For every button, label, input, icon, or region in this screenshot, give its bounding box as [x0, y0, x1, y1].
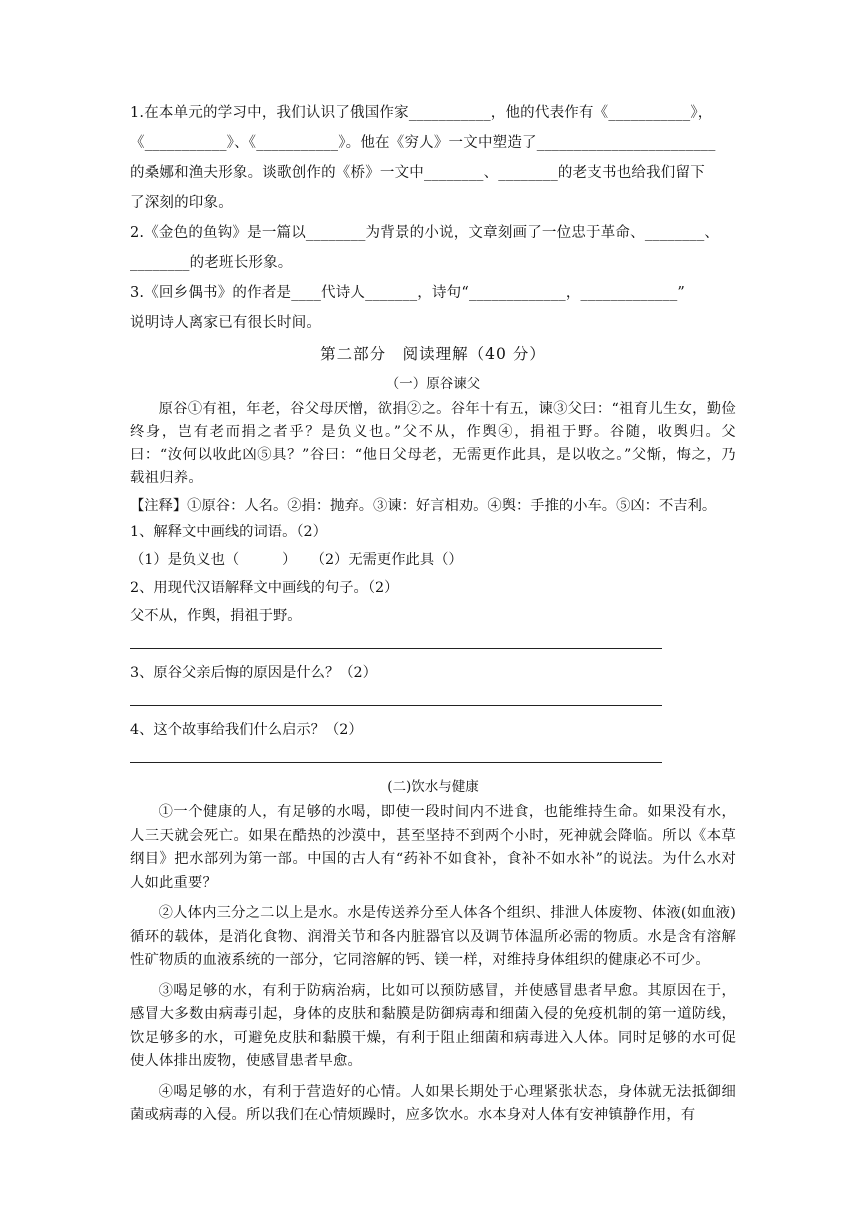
passage-1-text: 原谷①有祖，年老，谷父母厌憎，欲捐②之。谷年十有五，谏③父曰：“祖育儿生女，勤俭终身，岂有老而捐之者乎？是负义也。”父不从，作舆④，捐祖于野。谷随，收舆归。父曰：“汝何以收此凶⑤具？”谷曰：“他日父母老，无需更作此具，是以收之。”父惭，悔之，乃载祖归养。: [130, 401, 736, 486]
passage-1-notes: 【注释】①原谷：人名。②捐：抛弃。③谏：好言相劝。④舆：手推的小车。⑤凶：不吉利。: [130, 498, 717, 514]
passage-2-title: (二)饮水与健康: [387, 779, 479, 795]
passage-1-question-1-items: （1）是负义也（ ） （2）无需更作此具（）: [130, 552, 463, 568]
passage-1-title: （一）原谷谏父: [385, 376, 481, 392]
question-1-line-4: 了深刻的印象。: [130, 195, 233, 211]
passage-1-question-1: 1、解释文中画线的词语。（2）: [130, 524, 327, 540]
answer-line-q4[interactable]: [130, 744, 662, 763]
question-2-line-2: ________的老班长形象。: [130, 255, 293, 271]
part-2-title: 第二部分 阅读理解（40 分）: [320, 345, 546, 363]
passage-1-question-2-sentence: 父不从，作舆，捐祖于野。: [130, 608, 302, 624]
passage-2-paragraph-3: ③喝足够的水，有利于防病治病，比如可以预防感冒，并使感冒患者早愈。其原因在于，感冒大多数由病毒引起，身体的皮肤和黏膜是防御病毒和细菌入侵的免疫机制的第一道防线，饮足够多的水，可避免皮肤和黏膜干燥，有利于阻止细菌和病毒进入人体。同时足够的水可促使人体排出废物，使感冒患者早愈。: [130, 982, 736, 1069]
passage-1-question-3: 3、原谷父亲后悔的原因是什么？（2）: [130, 665, 377, 681]
exam-page: [130, 98, 736, 1135]
passage-2-paragraph-1: ①一个健康的人，有足够的水喝，即使一段时间内不进食，也能维持生命。如果没有水，人三天就会死亡。如果在酷热的沙漠中，甚至坚持不到两个小时，死神就会降临。所以《本草纲目》把水部列为第一部。中国的古人有“药补不如食补，食补不如水补”的说法。为什么水对人如此重要？: [130, 804, 736, 891]
question-3-line-1: 3.《回乡偶书》的作者是____代诗人_______，诗句“_____________，_____________”: [130, 285, 686, 301]
question-1-line-3: 的桑娜和渔夫形象。谈歌创作的《桥》一文中________、________的老支书也给我们留下: [130, 165, 705, 181]
fill-blank-section: [130, 98, 736, 338]
passage-1-question-2: 2、用现代汉语解释文中画线的句子。（2）: [130, 580, 399, 596]
passage-2-paragraph-2: ②人体内三分之二以上是水。水是传送养分至人体各个组织、排泄人体废物、体液(如血液)循环的载体，是消化食物、润滑关节和各内脏器官以及调节体温所必需的物质。水是含有溶解性矿物质的血液系统的一部分，它同溶解的钙、镁一样，对维持身体组织的健康必不可少。: [130, 905, 736, 968]
passage-1: [130, 370, 736, 763]
passage-1-question-4: 4、这个故事给我们什么启示？（2）: [130, 722, 363, 738]
question-1-line-2: 《___________》、《___________》。他在《穷人》一文中塑造了________________________: [130, 135, 716, 151]
answer-line-q3[interactable]: [130, 687, 662, 706]
question-1-line-1: 1.在本单元的学习中，我们认识了俄国作家___________，他的代表作有《___________》，: [130, 105, 713, 121]
question-2-line-1: 2.《金色的鱼钩》是一篇以________为背景的小说，文章刻画了一位忠于革命、________、: [130, 225, 720, 241]
passage-2: [130, 773, 736, 1128]
passage-2-paragraph-4: ④喝足够的水，有利于营造好的心情。人如果长期处于心理紧张状态，身体就无法抵御细菌或病毒的入侵。所以我们在心情烦躁时，应多饮水。水本身对人体有安神镇静作用，有: [130, 1083, 736, 1123]
answer-line-q2[interactable]: [130, 630, 662, 649]
question-3-line-2: 说明诗人离家已有很长时间。: [130, 315, 322, 331]
